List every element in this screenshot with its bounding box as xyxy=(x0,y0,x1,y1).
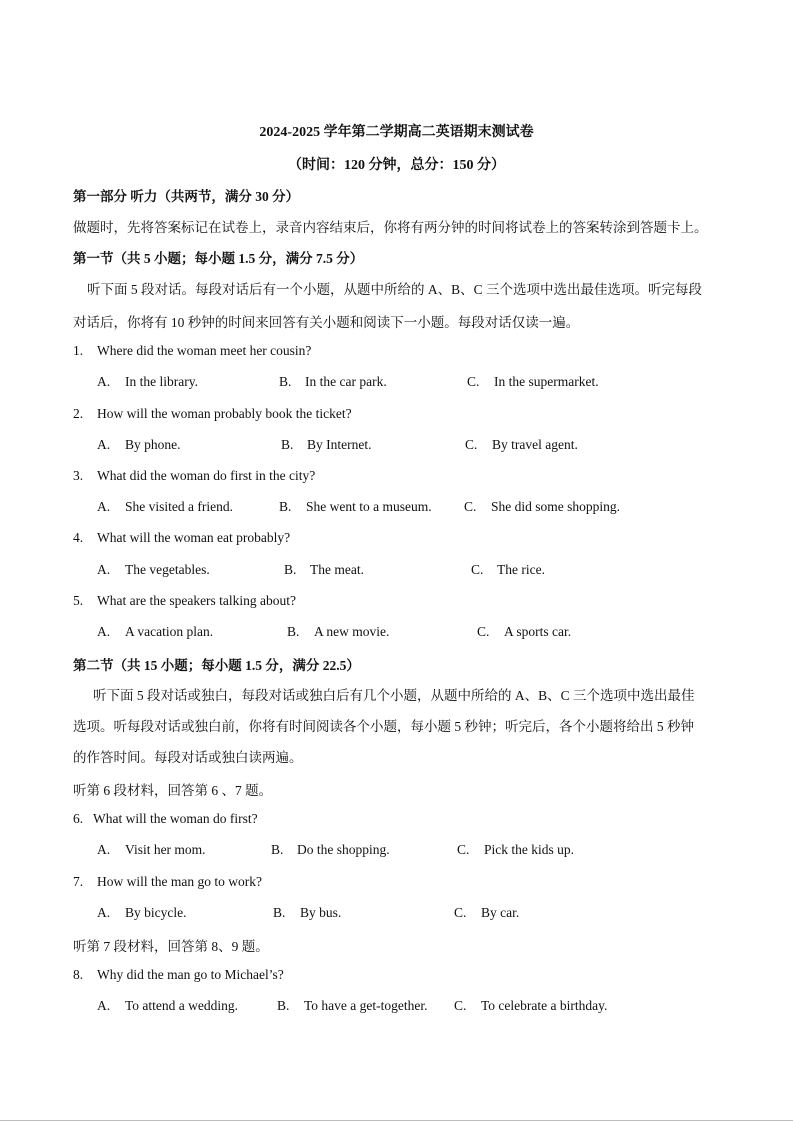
option-b-label: B. xyxy=(271,842,284,857)
question-number: 5. xyxy=(73,593,84,608)
option-a: The vegetables. xyxy=(125,562,210,577)
option-c: The rice. xyxy=(497,562,545,577)
option-a-label: A. xyxy=(97,998,111,1013)
option-b: To have a get-together. xyxy=(304,998,428,1013)
page-title: 2024-2025 学年第二学期高二英语期末测试卷 xyxy=(259,125,534,140)
section2-instructions-2: 选项。听每段对话或独白前，你将有时间阅读各个小题，每小题 5 秒钟；听完后，各个小题将给出 5 秒钟 xyxy=(73,719,694,734)
section2-instructions-1: 听下面 5 段对话或独白，每段对话或独白后有几个小题，从题中所给的 A、B、C 三个选项中选出最佳 xyxy=(93,688,695,703)
option-a-label: A. xyxy=(97,499,111,514)
option-a-label: A. xyxy=(97,842,111,857)
option-b-label: B. xyxy=(279,499,292,514)
option-a: In the library. xyxy=(125,374,198,389)
question-text: Why did the man go to Michael’s? xyxy=(97,967,284,982)
option-b: By bus. xyxy=(300,905,342,920)
question-text: What are the speakers talking about? xyxy=(97,593,297,608)
option-a-label: A. xyxy=(97,437,111,452)
question-number: 3. xyxy=(73,468,84,483)
option-b-label: B. xyxy=(279,374,292,389)
option-b: She went to a museum. xyxy=(306,499,432,514)
option-b: By Internet. xyxy=(307,437,372,452)
option-b-label: B. xyxy=(273,905,286,920)
option-a: To attend a wedding. xyxy=(125,998,239,1013)
option-b-label: B. xyxy=(281,437,294,452)
question-text: How will the woman probably book the ticket? xyxy=(97,406,352,421)
section1-instructions-1: 听下面 5 段对话。每段对话后有一个小题，从题中所给的 A、B、C 三个选项中选出最佳选项。听完每段 xyxy=(87,282,703,297)
material-instruction: 听第 7 段材料，回答第 8、9 题。 xyxy=(73,939,269,954)
question-number: 4. xyxy=(73,530,84,545)
question-number: 7. xyxy=(73,874,84,889)
option-c: A sports car. xyxy=(504,624,572,639)
option-b: The meat. xyxy=(310,562,364,577)
option-c: By car. xyxy=(481,905,520,920)
option-c-label: C. xyxy=(457,842,470,857)
option-a-label: A. xyxy=(97,562,111,577)
material-instruction: 听第 6 段材料，回答第 6 、7 题。 xyxy=(73,783,273,798)
option-c-label: C. xyxy=(471,562,484,577)
option-a: By phone. xyxy=(125,437,181,452)
option-a-label: A. xyxy=(97,624,111,639)
option-a: A vacation plan. xyxy=(125,624,214,639)
option-c: To celebrate a birthday. xyxy=(481,998,608,1013)
option-a: Visit her mom. xyxy=(125,842,206,857)
question-number: 2. xyxy=(73,406,84,421)
section1-heading: 第一节（共 5 小题；每小题 1.5 分，满分 7.5 分） xyxy=(73,251,364,266)
option-b: Do the shopping. xyxy=(297,842,390,857)
section1-instructions-2: 对话后，你将有 10 秒钟的时间来回答有关小题和阅读下一小题。每段对话仅读一遍。 xyxy=(73,315,580,330)
option-b-label: B. xyxy=(287,624,300,639)
exam-info: （时间：120 分钟，总分：150 分） xyxy=(288,158,505,173)
option-a: She visited a friend. xyxy=(125,499,233,514)
part1-intro: 做题时，先将答案标记在试卷上，录音内容结束后，你将有两分钟的时间将试卷上的答案转涂到答题卡上。 xyxy=(73,220,708,235)
question-text: What will the woman eat probably? xyxy=(97,530,291,545)
option-c-label: C. xyxy=(477,624,490,639)
option-c-label: C. xyxy=(465,437,478,452)
section2-heading: 第二节（共 15 小题；每小题 1.5 分，满分 22.5） xyxy=(73,658,360,673)
option-c: She did some shopping. xyxy=(491,499,621,514)
page-bottom-rule xyxy=(0,1120,793,1121)
option-c-label: C. xyxy=(467,374,480,389)
question-text: Where did the woman meet her cousin? xyxy=(97,343,312,358)
option-c: Pick the kids up. xyxy=(484,842,574,857)
option-a-label: A. xyxy=(97,905,111,920)
option-b: In the car park. xyxy=(305,374,387,389)
option-c-label: C. xyxy=(454,998,467,1013)
option-c: By travel agent. xyxy=(492,437,578,452)
option-a: By bicycle. xyxy=(125,905,187,920)
part1-heading: 第一部分 听力（共两节，满分 30 分） xyxy=(73,189,300,204)
question-text: What will the woman do first? xyxy=(93,811,258,826)
question-number: 6. xyxy=(73,811,84,826)
section2-instructions-3: 的作答时间。每段对话或独白读两遍。 xyxy=(73,750,303,765)
option-b-label: B. xyxy=(277,998,290,1013)
question-text: How will the man go to work? xyxy=(97,874,262,889)
option-b: A new movie. xyxy=(314,624,390,639)
option-c: In the supermarket. xyxy=(494,374,599,389)
option-c-label: C. xyxy=(464,499,477,514)
option-a-label: A. xyxy=(97,374,111,389)
question-number: 8. xyxy=(73,967,84,982)
option-b-label: B. xyxy=(284,562,297,577)
option-c-label: C. xyxy=(454,905,467,920)
question-text: What did the woman do first in the city? xyxy=(97,468,316,483)
question-number: 1. xyxy=(73,343,84,358)
